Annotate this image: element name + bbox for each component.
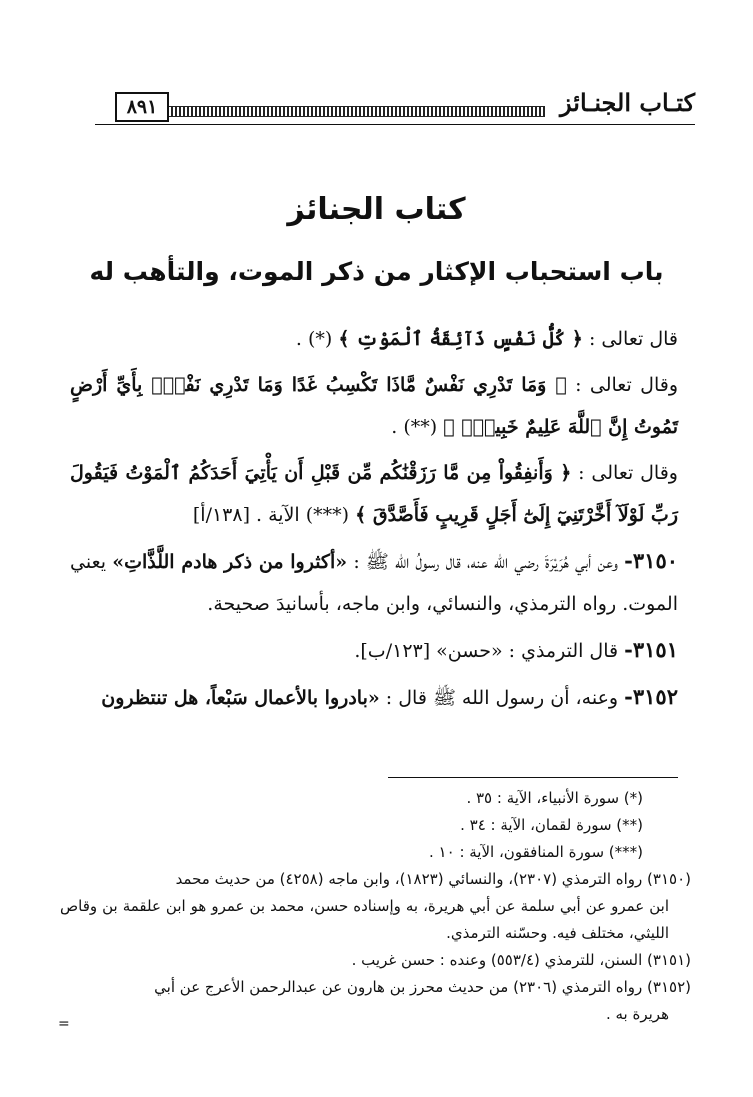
hadith-3152	[70, 676, 678, 719]
hadith-quote: «أكثروا من ذكر هادم اللَّذَّاتِ»	[112, 551, 348, 573]
verse-intro: وقال تعالى :	[578, 462, 678, 484]
book-title: كتاب الجنائز	[287, 192, 466, 227]
header-underline	[95, 124, 695, 125]
running-title: كتـاب الجنـائز	[560, 88, 695, 117]
footnote: (*) سورة الأنبياء، الآية : ٣٥ .	[466, 789, 643, 807]
stray-mark: =	[58, 1016, 70, 1032]
page-header	[95, 88, 695, 128]
verse-intro: قال تعالى :	[588, 328, 678, 350]
hadith-3150	[70, 540, 678, 625]
header-ornament-rule	[115, 106, 545, 117]
hadith-source: يعني الموت. رواه الترمذي، والنسائي، وابن ماجه، بأسانيدَ صحيحة.	[70, 551, 678, 615]
verse-marker: (***) الآية . [١٣٨/أ]	[192, 504, 350, 526]
hadith-intro: وعن أبي هُرَيْرَةَ رضي الله عنه، قال رسولُ الله ﷺ :	[353, 551, 618, 573]
footnote-continuation: هريرة به .	[605, 1005, 669, 1023]
hadith-intro: وعنه، أن رسول الله ﷺ قال :	[385, 687, 619, 709]
verse-marker: (*) .	[295, 328, 333, 350]
footnote-continuation: ابن عمرو عن أبي سلمة عن أبي هريرة، به وإسناده حسن، محمد بن عمرو هو ابن علقمة بن وقاص الليثي، مختلف فيه. وحسّنه الترمذي.	[60, 897, 669, 942]
page-number: ٨٩١	[115, 92, 169, 122]
verse-text: ﴿ وَأَنفِقُواْ مِن مَّا رَزَقْنَٰكُم مِّن قَبْلِ أَن يَأْتِيَ أَحَدَكُمُ ٱلْمَوْتُ فَيَقُولَ رَبِّ لَوْلَآ أَخَّرْتَنِيٓ إِلَىٰٓ أَجَلٍ قَرِيبٍ فَأَصَّدَّقَ ﴾	[70, 462, 678, 526]
footnotes	[60, 785, 691, 1028]
main-text	[70, 318, 678, 723]
hadith-intro: قال الترمذي : «حسن» [١٢٣/ب].	[354, 640, 619, 662]
footnote: (**) سورة لقمان، الآية : ٣٤ .	[460, 816, 643, 834]
chapter-title: باب استحباب الإكثار من ذكر الموت، والتأهب له	[89, 257, 664, 286]
hadith-quote: «بادروا بالأعمال سَبْعاً، هل تنتظرون	[101, 687, 380, 709]
footnote: (***) سورة المنافقون، الآية : ١٠ .	[429, 843, 643, 861]
verse-1	[70, 318, 678, 360]
verse-text: ﴿ كُلُّ نَفْسٍ ذَآئِقَةُ ٱلْمَوْتِ ﴾	[338, 328, 583, 350]
verse-2	[70, 364, 678, 448]
hadith-number: ٣١٥١-	[624, 637, 678, 662]
hadith-3151	[70, 629, 678, 672]
hadith-number: ٣١٥٢-	[624, 684, 678, 709]
hadith-number: ٣١٥٠-	[624, 548, 679, 573]
verse-intro: وقال تعالى :	[575, 374, 678, 396]
footnote: (٣١٥٢) رواه الترمذي (٢٣٠٦) من حديث محرز بن هارون عن عبدالرحمن الأعرج عن أبي	[154, 978, 691, 996]
footnote: (٣١٥١) السنن، للترمذي (٥٥٣/٤) وعنده : حسن غريب .	[351, 951, 691, 969]
verse-text: ﴿ وَمَا تَدْرِي نَفْسٌ مَّاذَا تَكْسِبُ غَدًا وَمَا تَدْرِي نَفْسٌۢ بِأَيِّ أَرْضٍ تَمُوتُ إِنَّ ٱللَّهَ عَلِيمٌ خَبِيرٌۢ ﴾	[70, 374, 678, 438]
footnote: (٣١٥٠) رواه الترمذي (٢٣٠٧)، والنسائي (١٨٢٣)، وابن ماجه (٤٢٥٨) من حديث محمد	[175, 870, 691, 888]
footnote-divider	[388, 777, 678, 778]
verse-3	[70, 452, 678, 536]
verse-marker: (**) .	[391, 416, 438, 438]
